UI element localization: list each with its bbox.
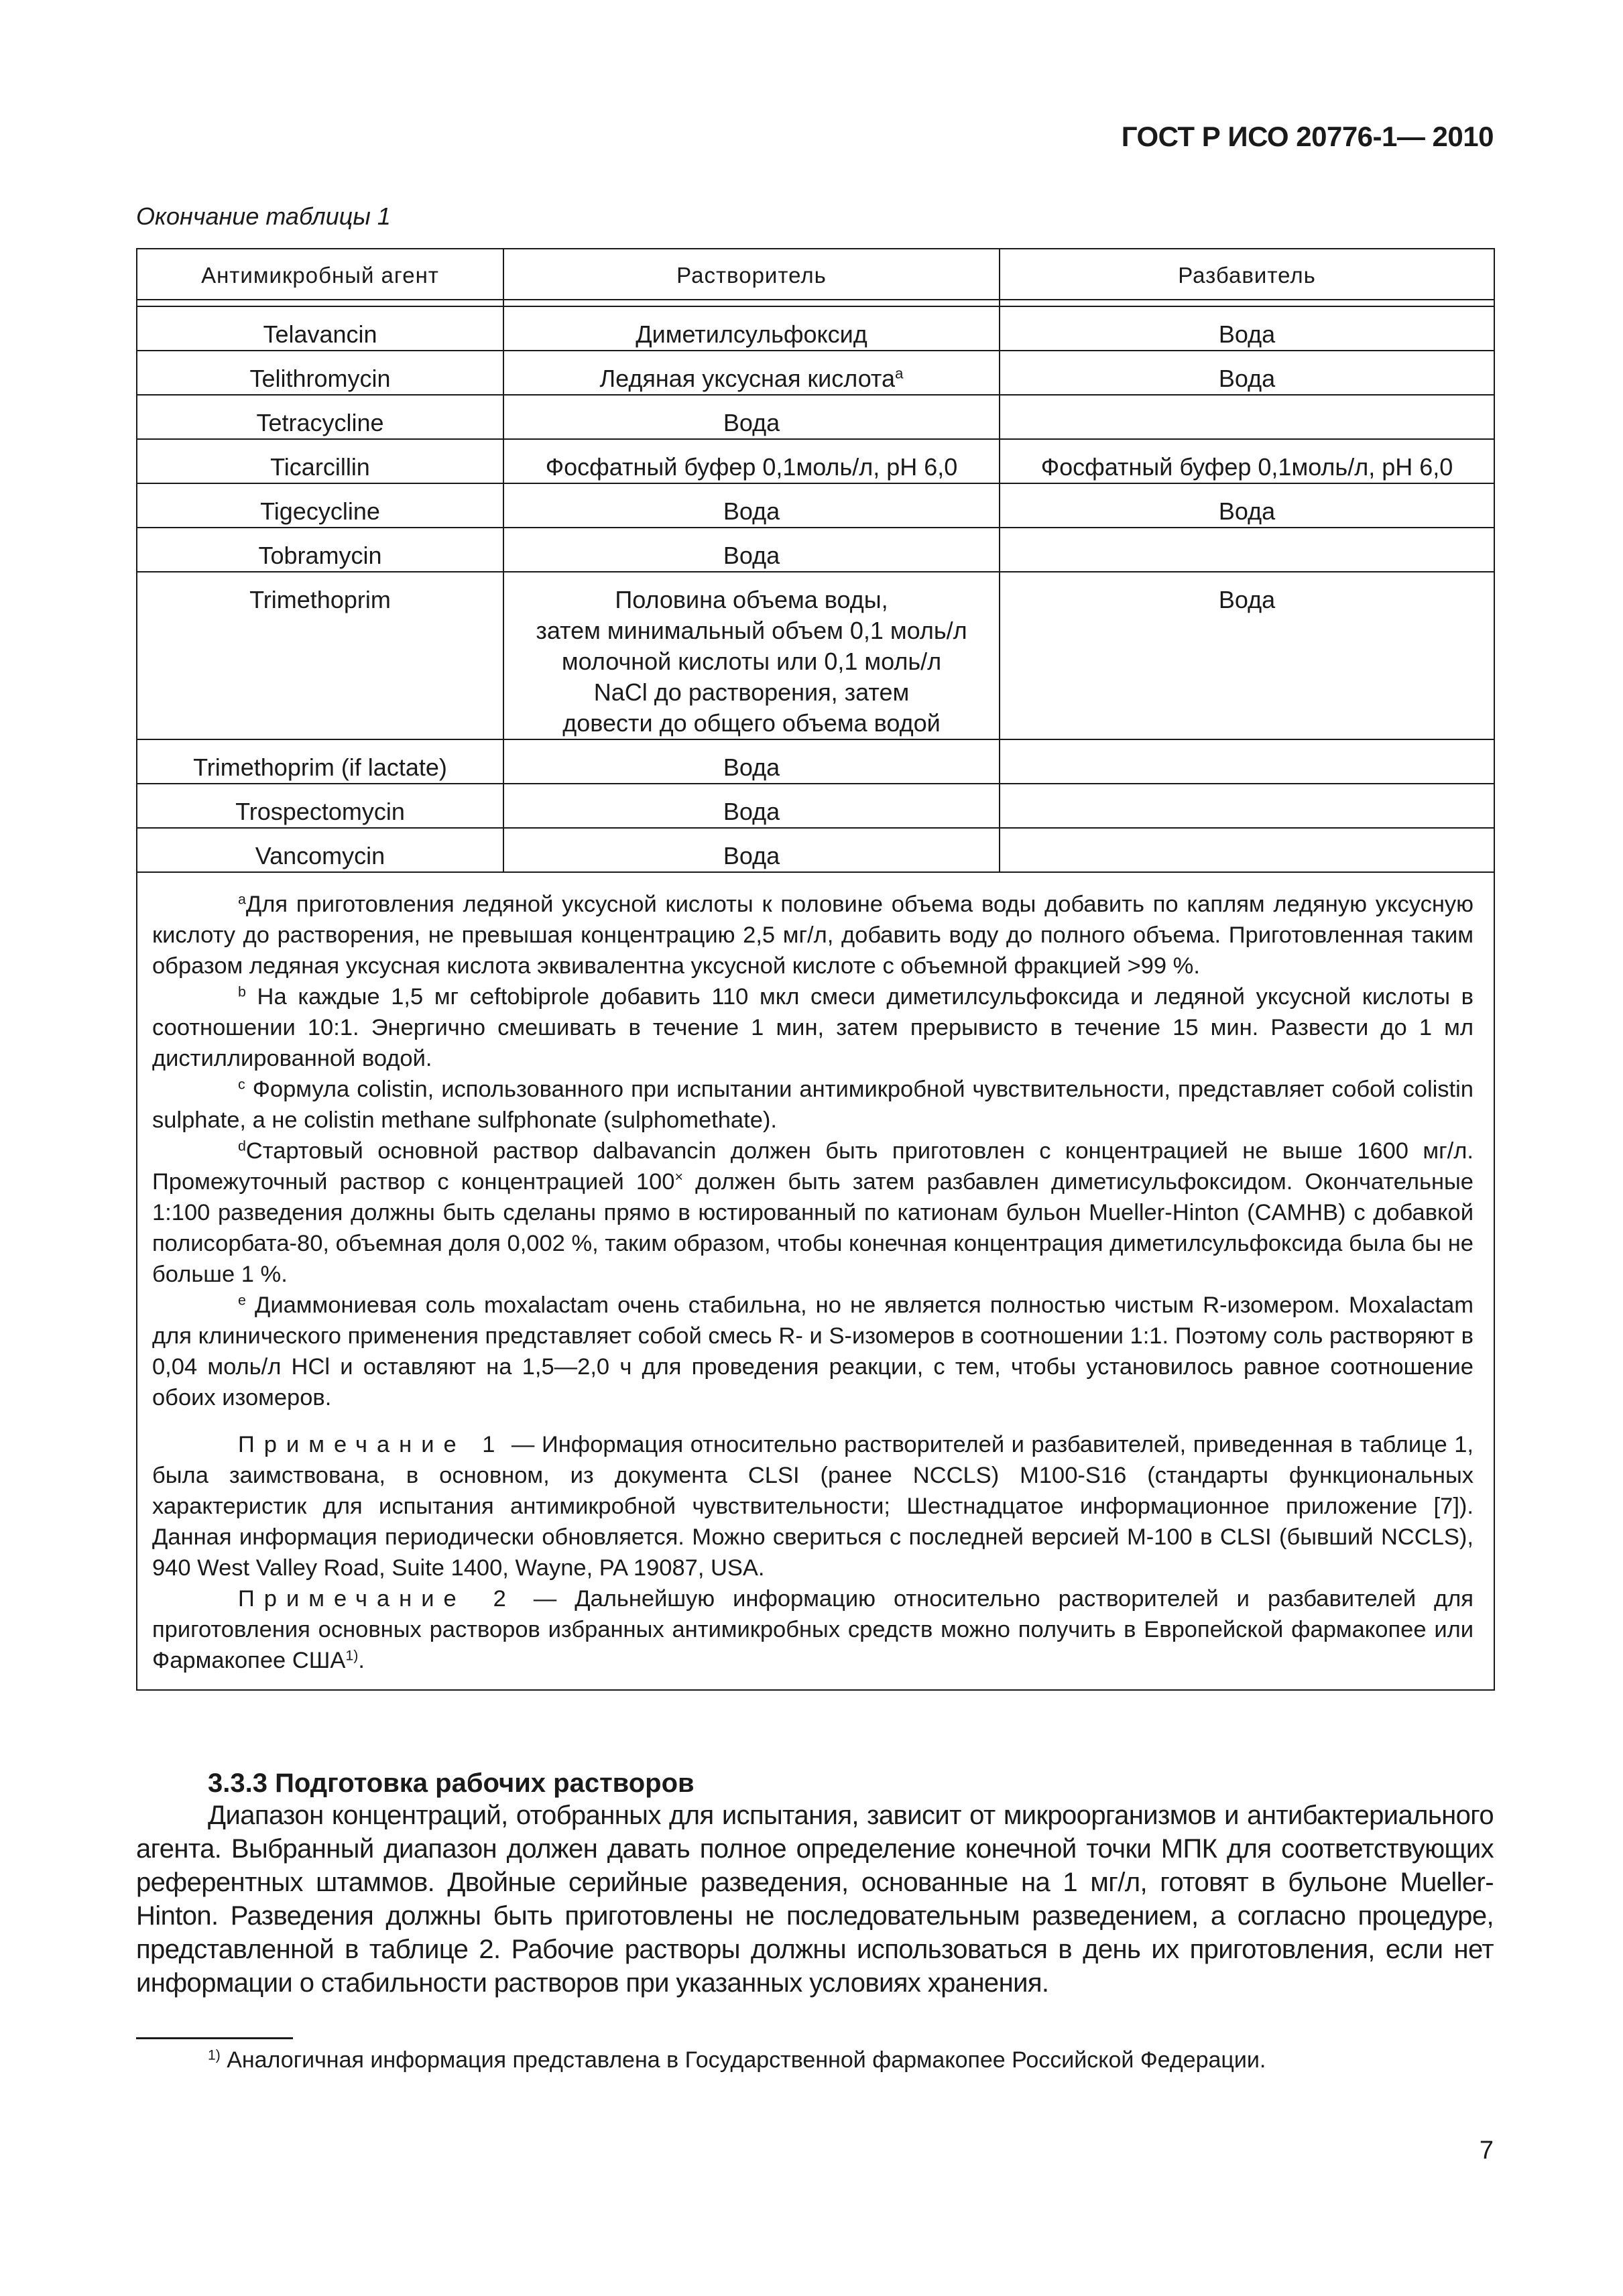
agent-cell: Tobramycin (137, 528, 503, 572)
solvent-cell: Диметилсульфоксид (503, 306, 1000, 351)
note-primechanie-2: Примечание 2 — Дальнейшую информацию относительно растворителей и разбавителей для приготовления основных растворов избранных антимикробных средств можно получить в Европейской фармакопее или Фармакопее США$^{1)}$. (152, 1586, 1474, 1673)
table-row (137, 483, 1494, 528)
diluent-cell (1000, 395, 1494, 439)
agent-cell: Tigecycline (137, 483, 503, 528)
diluent-cell (1000, 528, 1494, 572)
note-b: $^b$ На каждые 1,5 мг ceftobiprole добавить 110 мкл смеси диметилсульфоксида и ледяной уксусной кислоты в соотношении 10:1. Энергично смешивать в течение 1 мин, затем прерывисто в течение 15 мин. Развести до 1 мл дистиллированной водой. (152, 983, 1474, 1071)
note-a: $^a$Для приготовления ледяной уксусной кислоты к половине объема воды добавить по каплям ледяную уксусную кислоту до растворения, не превышая концентрацию 2,5 мг/л, добавить воду до полного объема. Приготовленная таким образом ледяная уксусная кислота эквивалентна уксусной кислоте с объемной фракцией >99 %. (152, 891, 1474, 979)
table-notes (137, 872, 1494, 1690)
diluent-cell (1000, 739, 1494, 784)
solvent-cell: Вода (503, 784, 1000, 828)
diluent-cell: Вода (1000, 306, 1494, 351)
solvent-cell: Фосфатный буфер 0,1моль/л, pH 6,0 (503, 439, 1000, 483)
solvent-cell: Вода (503, 483, 1000, 528)
column-header: Растворитель (503, 249, 1000, 300)
solvent-cell: Вода (503, 739, 1000, 784)
note-primechanie-1: Примечание 1 — Информация относительно растворителей и разбавителей, приведенная в таблице 1, была заимствована, в основном, из документа CLSI (ранее NCCLS) М100-S16 (стандарты функциональных характеристик для испытания антимикробной чувствительности; Шестнадцатое информационное приложение [7]). Данная информация периодически обновляется. Можно свериться с последней версией М-100 в CLSI (бывший NCCLS), 940 West Valley Road, Suite 1400, Wayne, PA 19087, USA. (152, 1432, 1474, 1581)
solvent-cell: Вода (503, 828, 1000, 872)
solvent-cell: Ледяная уксусная кислота$^a$ (503, 351, 1000, 395)
table-row (137, 528, 1494, 572)
solvent-cell: Вода (503, 528, 1000, 572)
agent-cell: Telithromycin (137, 351, 503, 395)
table-row (137, 828, 1494, 872)
agent-cell: Vancomycin (137, 828, 503, 872)
diluent-cell (1000, 784, 1494, 828)
table-header-row (137, 249, 1494, 300)
diluent-cell (1000, 828, 1494, 872)
diluent-cell: Вода (1000, 483, 1494, 528)
agent-cell: Trimethoprim (if lactate) (137, 739, 503, 784)
column-header: Антимикробный агент (137, 249, 503, 300)
table-row (137, 306, 1494, 351)
antimicrobial-table (136, 248, 1495, 1691)
table-row (137, 439, 1494, 483)
table-caption: Окончание таблицы 1 (136, 202, 391, 230)
agent-cell: Tetracycline (137, 395, 503, 439)
agent-cell: Trimethoprim (137, 572, 503, 739)
section-body: Диапазон концентраций, отобранных для испытания, зависит от микроорганизмов и антибактериального агента. Выбранный диапазон должен давать полное определение конечной точки МПК для соответствующих референтных штаммов. Двойные серийные разведения, основанные на 1 мг/л, готовят в бульоне Mueller-Hinton. Разведения должны быть приготовлены не последовательным разведением, а согласно процедуре, представленной в таблице 2. Рабочие растворы должны использоваться в день их приготовления, если нет информации о стабильности растворов при указанных условиях хранения. (136, 1801, 1494, 1998)
agent-cell: Ticarcillin (137, 439, 503, 483)
table-row (137, 395, 1494, 439)
solvent-cell: Половина объема воды, затем минимальный объем 0,1 моль/л молочной кислоты или 0,1 моль/л NaCl до растворения, затем довести до общего объема водой (503, 572, 1000, 739)
section-title: 3.3.3 Подготовка рабочих растворов (208, 1768, 695, 1798)
note-c: $^c$ Формула colistin, использованного при испытании антимикробной чувствительности, представляет собой colistin sulphate, а не colistin methane sulfphonate (sulphomethate). (152, 1076, 1474, 1133)
table-row (137, 572, 1494, 739)
footnote-divider (136, 2037, 293, 2039)
footnote: $^{1)}$ Аналогичная информация представлена в Государственной фармакопее Российской Федерации. (208, 2047, 1266, 2073)
agent-cell: Trospectomycin (137, 784, 503, 828)
note-d: $^d$Стартовый основной раствор dalbavancin должен быть приготовлен с концентрацией не выше 1600 мг/л. Промежуточный раствор с концентрацией 100× должен быть затем разбавлен диметисульфоксидом. Окончательные 1:100 разведения должны быть сделаны прямо в юстированный по катионам бульон Mueller-Hinton (CAMHB) с добавкой полисорбата-80, объемная доля 0,002 %, таким образом, чтобы конечная концентрация диметилсульфоксида была бы не больше 1 %. (152, 1138, 1474, 1287)
column-header: Разбавитель (1000, 249, 1494, 300)
diluent-cell: Вода (1000, 572, 1494, 739)
table-row (137, 784, 1494, 828)
table-row (137, 739, 1494, 784)
diluent-cell: Вода (1000, 351, 1494, 395)
diluent-cell: Фосфатный буфер 0,1моль/л, pH 6,0 (1000, 439, 1494, 483)
table-row (137, 351, 1494, 395)
note-e: $^e$ Диаммониевая соль moxalactam очень стабильна, но не является полностью чистым R-изомером. Moxalactam для клинического применения представляет собой смесь R- и S-изомеров в соотношении 1:1. Поэтому соль растворяют в 0,04 моль/л HCl и оставляют на 1,5—2,0 ч для проведения реакции, с тем, чтобы установилось равное соотношение обоих изомеров. (152, 1292, 1474, 1410)
document-id: ГОСТ Р ИСО 20776-1— 2010 (1121, 121, 1494, 152)
agent-cell: Telavancin (137, 306, 503, 351)
solvent-cell: Вода (503, 395, 1000, 439)
page-number: 7 (1479, 2136, 1494, 2165)
